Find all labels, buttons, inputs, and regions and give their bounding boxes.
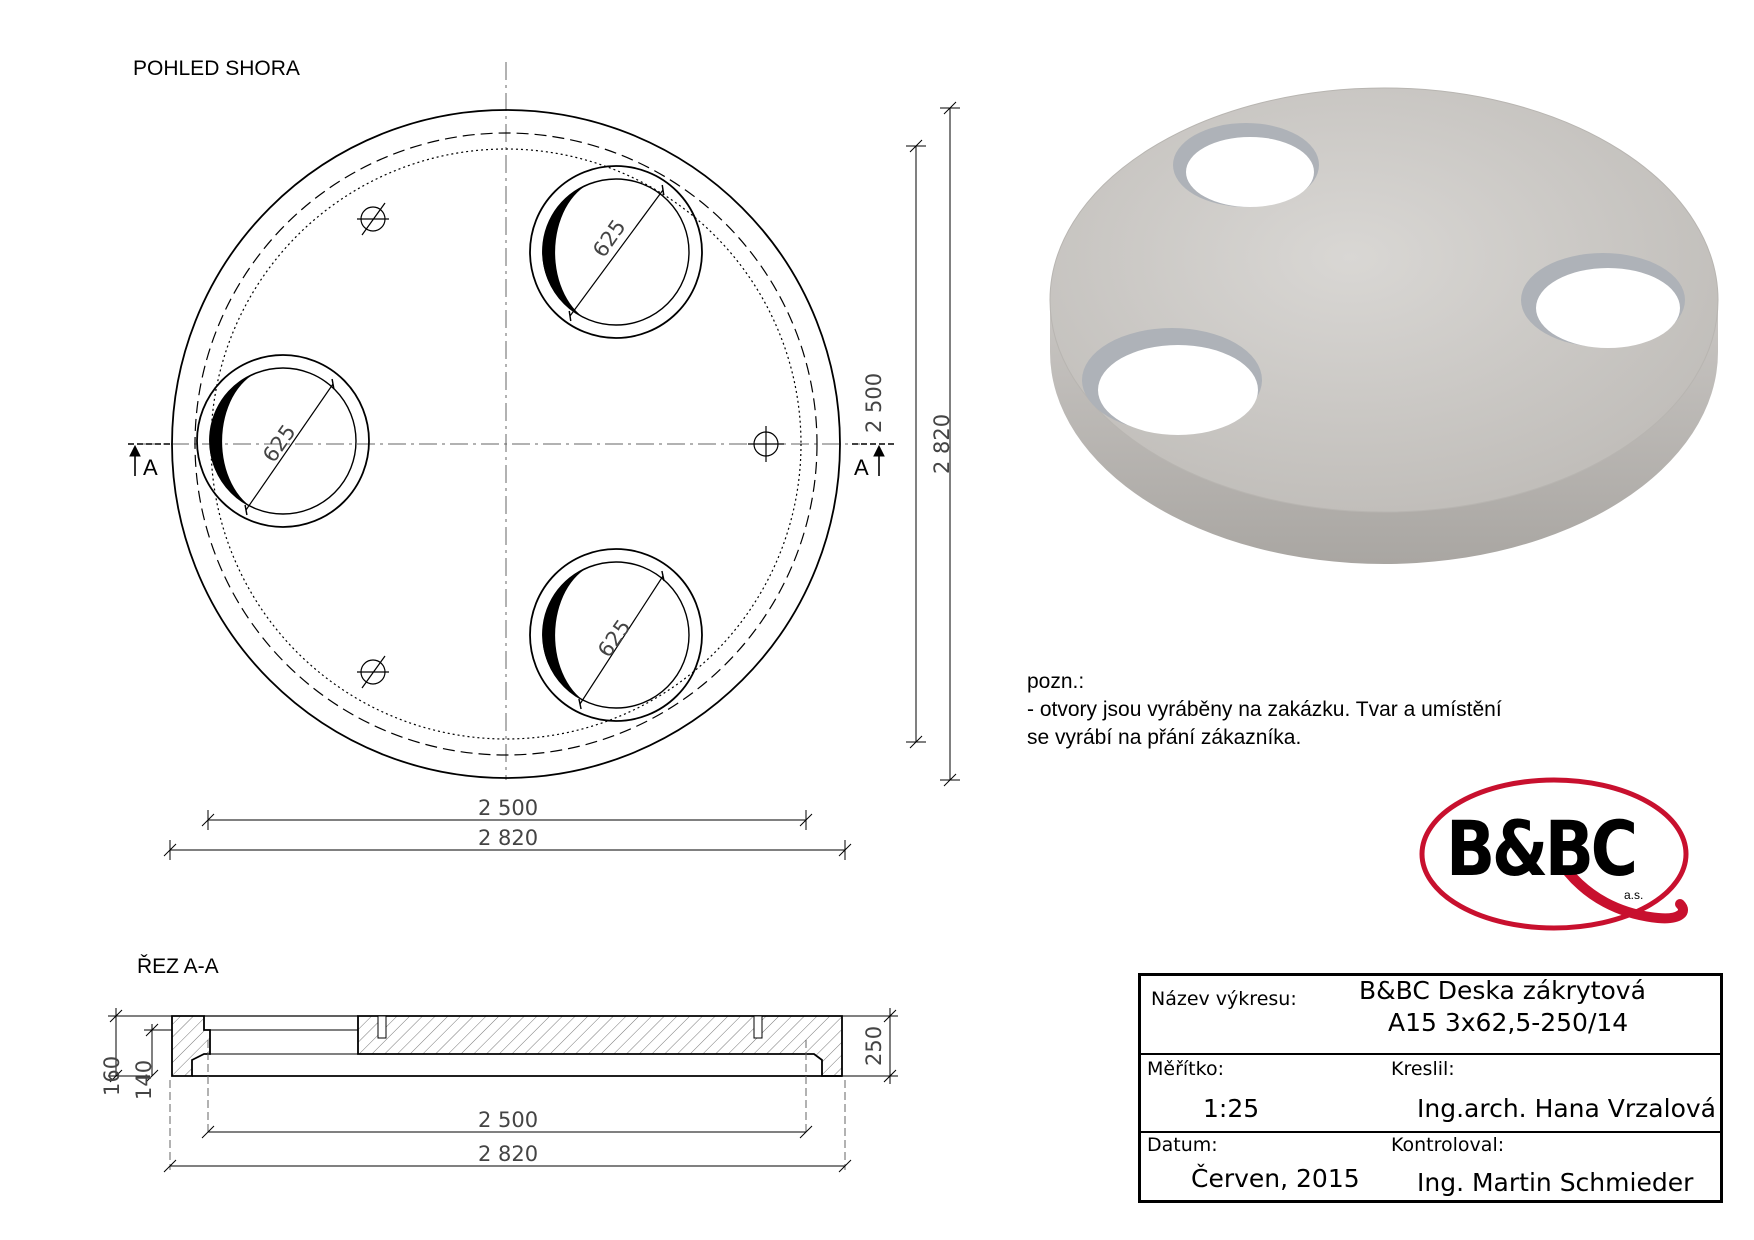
dim-outer-top: 2 820: [478, 826, 539, 850]
drawing-name-line-2: A15 3x62,5-250/14: [1388, 1008, 1629, 1037]
dim-inner-section: 2 500: [478, 1108, 539, 1132]
section-right-part: [358, 1016, 842, 1076]
drawn-by-value: Ing.arch. Hana Vrzalová: [1417, 1094, 1716, 1123]
dim-outer-section: 2 820: [478, 1142, 539, 1166]
date-value: Červen, 2015: [1191, 1164, 1360, 1193]
drawing-name-line-1: B&BC Deska zákrytová: [1359, 976, 1646, 1005]
note-line-1: - otvory jsou vyráběny na zakázku. Tvar a umístění: [1027, 698, 1502, 721]
note-heading: pozn.:: [1027, 670, 1085, 693]
note-line-2: se vyrábí na přání zákazníka.: [1027, 726, 1302, 749]
logo-text: B&BC: [1446, 804, 1635, 893]
dim-hole-lower: 625: [593, 615, 636, 662]
drawing-name-label: Název výkresu:: [1151, 988, 1297, 1010]
date-label: Datum:: [1147, 1134, 1218, 1156]
checked-by-label: Kontroloval:: [1391, 1134, 1505, 1156]
checked-by-value: Ing. Martin Schmieder: [1417, 1168, 1694, 1197]
title-block: [1138, 973, 1723, 1203]
dim-step-140: 140: [132, 1059, 156, 1100]
slab-3d-render: [1050, 88, 1718, 564]
top-view-title: POHLED SHORA: [133, 57, 300, 80]
note: [1027, 668, 1502, 752]
section-marker-right-label: A: [854, 455, 869, 480]
drawn-by-label: Kreslil:: [1391, 1058, 1455, 1080]
section-left-part: [172, 1016, 210, 1076]
top-view: [128, 62, 960, 860]
section-title: ŘEZ A-A: [137, 955, 219, 978]
dim-slab-thickness: 250: [862, 1025, 886, 1066]
dim-outer-vertical: 2 820: [930, 413, 954, 474]
dim-hole-left: 625: [258, 420, 301, 467]
anchor-symbol: [357, 203, 784, 688]
dim-inner-top: 2 500: [478, 796, 539, 820]
section-marker-left-label: A: [143, 455, 158, 480]
dim-step-160: 160: [100, 1055, 124, 1096]
dim-hole-upper: 625: [588, 215, 631, 262]
scale-label: Měřítko:: [1147, 1058, 1224, 1080]
company-logo: [1418, 776, 1698, 936]
logo-suffix: a.s.: [1624, 888, 1644, 902]
dim-inner-vertical: 2 500: [862, 372, 886, 433]
scale-value: 1:25: [1203, 1094, 1260, 1123]
render-hole: [1173, 123, 1319, 207]
hole-upper: [530, 166, 702, 338]
